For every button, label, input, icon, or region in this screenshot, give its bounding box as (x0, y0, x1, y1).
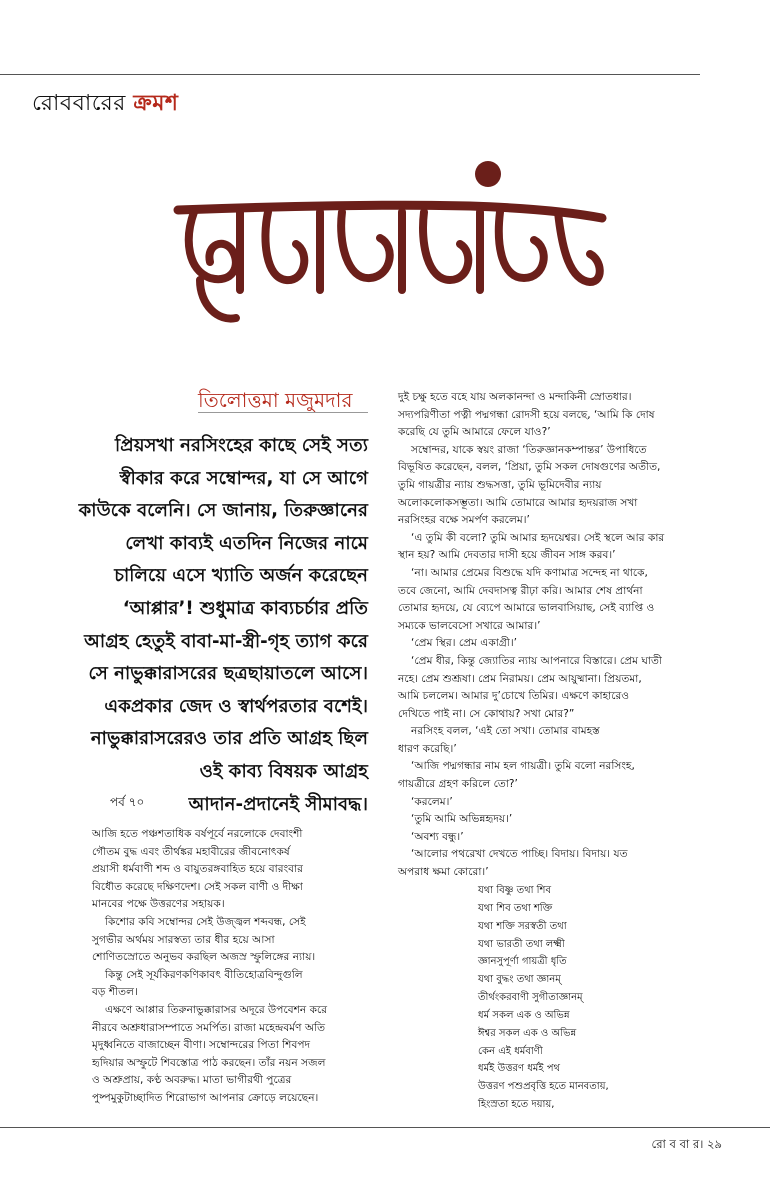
paragraph-line: ও অশ্রুপ্রায়, কণ্ঠ অবরুদ্ধ। মাতা ভাগীরথী পুত্রের (92, 1074, 292, 1087)
footer-rule (0, 1127, 770, 1128)
pull-quote-line: একপ্রকার জেদ ও স্বার্থপরতার বশেই। (104, 695, 368, 717)
pull-quote-line: চালিয়ে এসে খ্যাতি অর্জন করেছেন (114, 565, 368, 587)
paragraph-line: স্থান হয়? আমি দেবতার দাসী হয়ে জীবন সাঙ্গ করব।’ (398, 549, 616, 562)
poem-line: হিংস্রতা হতে দয়ায়, (478, 1099, 555, 1111)
poem-line: কেন এই ধর্মবাণী (478, 1045, 543, 1057)
paragraph-line: নরসিংহর বক্ষে সমর্পণ করলেম।’ (398, 514, 530, 527)
paragraph-line: আজি হতে পঞ্চশতাধিক বর্ষপূর্বে নরলোকে দেবাংশী (92, 828, 303, 840)
paragraph-line: এক্ষণে আপ্পার তিরুনাভুক্কারাসর অদূরে উপবেশন করে (105, 1003, 328, 1016)
pull-quote-line: আগ্রহ হেতুই বাবা-মা-স্ত্রী-গৃহ ত্যাগ করে (84, 630, 368, 652)
paragraph-line: মৃদুধ্বনিতে বাজাচ্ছেন বীণা। সম্বোন্দরের পিতা শিবপদ (92, 1039, 311, 1052)
paragraph-line: তুমি গায়ত্রীর ন্যায় শুদ্ধসত্তা, তুমি ভূমিদেবীর ন্যায় (398, 478, 602, 491)
poem-line: যথা বুদ্ধং তথা জ্ঞানম্ (478, 974, 561, 986)
pull-quote-line: স্বীকার করে সম্বোন্দর, যা সে আগে (119, 467, 368, 489)
pull-quote-line: লেখা কাব্যই এতদিন নিজের নামে (125, 532, 368, 554)
poem-line: ধর্ম সকল এক ও অভিন্ন (478, 1009, 570, 1021)
paragraph-line: করেছি যে তুমি আমারে ফেলে যাও?’ (398, 426, 551, 439)
poem-line: ঈশ্বর সকল এক ও অভিন্ন (478, 1027, 577, 1039)
poem-line: যথা বিষ্ণু তথা শিব (478, 885, 552, 896)
paragraph-line: আমি চললেম। আমার দু’চোখে তিমির। এক্ষণে কাহারেও (398, 690, 630, 703)
paragraph-line: ‘এ তুমি কী বলো? তুমি আমার হৃদয়েশ্বর। সেই স্থলে আর কার (411, 531, 665, 544)
pull-quote-line: আদান-প্রদানেই সীমাবদ্ধ। (188, 793, 368, 815)
pull-quote-line: সে নাভুক্কারাসরের ছত্রছায়াতলে আসে। (88, 663, 368, 685)
right-column-text (398, 389, 698, 882)
page-footer: রো ব বা র। ২৯ (651, 1137, 722, 1151)
pull-quote-line: কাউকে বলেনি। সে জানায়, তিরুজ্ঞানের (78, 500, 368, 522)
paragraph-line: দেখিতে পাই না। সে কোথায়? সখা মোর?” (398, 707, 575, 720)
paragraph-line: বিধৌত করেছে দক্ষিণদেশ। সেই সকল বাণী ও দীক্ষা (92, 880, 303, 893)
paragraph-line: কিশোর কবি সম্বোন্দর সেই উজ্জ্বল শব্দবন্ধ, সেই (105, 915, 306, 928)
poem-line: যথা শিব তথা শক্তি (478, 902, 553, 914)
masthead-logo-art (170, 140, 610, 370)
paragraph-line: সুগভীর অর্থময় সারস্বত্য তার ধীর হয়ে আসা (92, 933, 275, 946)
paragraph-line: ‘করলেম।’ (411, 795, 453, 808)
section-title-prefix: রোববারের (32, 91, 134, 116)
poem-line: ধর্মই উত্তরণ ধর্মই পথ (478, 1063, 561, 1075)
masthead-logo (170, 140, 610, 370)
episode-number: পর্ব ৭০ (110, 795, 145, 809)
paragraph-line: ‘প্রেম স্থির। প্রেম একাগ্রী।’ (411, 637, 517, 650)
paragraph-line: ধারণ করেছি।’ (398, 742, 457, 755)
paragraph-line: অলোকলোকসম্ভূতা। আমি তোমারে আমার হৃদয়রাজ সখা (398, 496, 638, 509)
poem-line: যথা শক্তি সরস্বতী তথা (478, 920, 567, 932)
paragraph-line: গায়ত্রীরে গ্রহণ করিলে তো?’ (398, 778, 518, 791)
paragraph-line: সদ্যপরিণীতা পত্নী পদ্মগন্ধা রোদসী হয়ে বলছে, ‘আমি কি দোষ (398, 408, 655, 421)
paragraph-line: দুই চক্ষু হতে বহে যায় অলকানন্দা ও মন্দাকিনী স্রোতধার। (398, 391, 632, 403)
left-column-text (92, 826, 367, 1108)
header-rule (0, 74, 700, 75)
paragraph-line: তোমার হৃদয়ে, যে ব্যেপে আমারে ভালবাসিয়াছ, সেই ব্যাপ্তি ও (398, 602, 655, 615)
poem-line: যথা ভারতী তথা লক্ষ্মী (478, 938, 565, 950)
author-name: তিলোত্তমা মজুমদার (198, 388, 353, 412)
pull-quote-line: প্রিয়সখা নরসিংহের কাছে সেই সত্য (115, 435, 368, 456)
paragraph-line: কিন্তু সেই সূর্যকিরণকণিকাবৎ বীতিহোত্রবিন্দুগুলি (105, 968, 303, 981)
paragraph-line: বিভূষিত করেছেন, বলল, ‘প্রিয়া, তুমি সকল দোষগুণের অতীত, (398, 461, 661, 474)
paragraph-line: বড় শীতল। (92, 986, 138, 999)
paragraph-line: শোণিতস্রোতে অনুভব করছিল অজস্র স্ফুলিঙ্গের ন্যায়। (92, 951, 316, 964)
paragraph-line: সম্বোন্দর, যাকে স্বয়ং রাজা ‘তিরুজ্ঞানকম্পান্তর’ উপাধিতে (411, 443, 647, 456)
pull-quote-line: ওই কাব্য বিষয়ক আগ্রহ (199, 760, 368, 782)
paragraph-line: অপরাধ ক্ষমা কোরো।’ (398, 866, 489, 879)
paragraph-line: প্রয়াসী ধর্মবাণী শব্দ ও বায়ুতরঙ্গবাহিত হয়ে বারংবার (92, 863, 303, 876)
poem-line: উত্তরণ পশুপ্রবৃত্তি হতে মানবতায়, (478, 1081, 609, 1093)
paragraph-line: মানবের পক্ষে উত্তরণের সহায়ক। (92, 898, 225, 911)
paragraph-line: গৌতম বুদ্ধ এবং তীর্থঙ্কর মহাবীরের জীবনোৎকর্ষ (92, 845, 290, 858)
poem-line: জ্ঞানসুপূর্ণা গায়ত্রী ধৃতি (478, 956, 567, 968)
paragraph-line: ‘তুমি আমি অভিন্নহৃদয়।’ (411, 813, 513, 826)
pull-quote-line: নাভুক্কারাসরেরও তার প্রতি আগ্রহ ছিল (90, 728, 368, 750)
author-underline (198, 412, 368, 413)
paragraph-line: ‘প্রেম ধীর, কিন্তু জ্যোতির ন্যায় আপনারে বিস্তারে। প্রেম ঘাতী (411, 654, 662, 667)
pull-quote-line: ‘আপ্পার’! শুধুমাত্র কাব্যচর্চার প্রতি (122, 597, 368, 619)
paragraph-line: ‘আজি পদ্মগন্ধার নাম হল গায়ত্রী। তুমি বলো নরসিংহ, (411, 760, 635, 773)
paragraph-line: নরসিংহ বলল, ‘এই তো সখা। তোমার বামহস্ত (411, 725, 600, 738)
poem-verse (478, 882, 609, 1114)
paragraph-line: ‘অবশ্য বন্ধু।’ (411, 830, 464, 843)
poem-line: তীর্থংকরবাণী সুগীতাজ্ঞানম্ (478, 992, 583, 1004)
paragraph-line: পুষ্পমুকুটাচ্ছাদিত শিরোভাগ আপনার ক্রোড়ে লয়েছেন। (92, 1091, 319, 1104)
paragraph-line: হৃদিয়ার অস্ফুটে শিবস্তোত্র পাঠ করছেন। তাঁর নয়ন সজল (92, 1056, 326, 1069)
paragraph-line: সম্যকে ভালবেসো সখারে আমার।’ (398, 619, 541, 632)
section-title-accent: ক্রমশ (133, 91, 179, 116)
section-title (32, 86, 178, 123)
paragraph-line: ‘আলোর পথরেখা দেখতে পাচ্ছি। বিদায়। বিদায়। যত (411, 848, 628, 861)
paragraph-line: নহে। প্রেম শুশ্রূষা। প্রেম নিরাময়। প্রেম আয়ুষ্মানা। প্রিয়তমা, (398, 672, 642, 685)
paragraph-line: তবে জেনো, আমি দেবদাসত্ব রীঢ়া করি। আমার শেষ প্রার্থনা (398, 584, 643, 597)
pull-quote (62, 430, 368, 821)
paragraph-line: নীরবে অশ্রুধারাসম্পাতে সমর্পিত। রাজা মহেন্দ্রবর্মণ অতি (92, 1021, 326, 1034)
paragraph-line: ‘না। আমার প্রেমের বিশুদ্ধে যদি কণামাত্র সন্দেহ না থাকে, (411, 566, 648, 579)
